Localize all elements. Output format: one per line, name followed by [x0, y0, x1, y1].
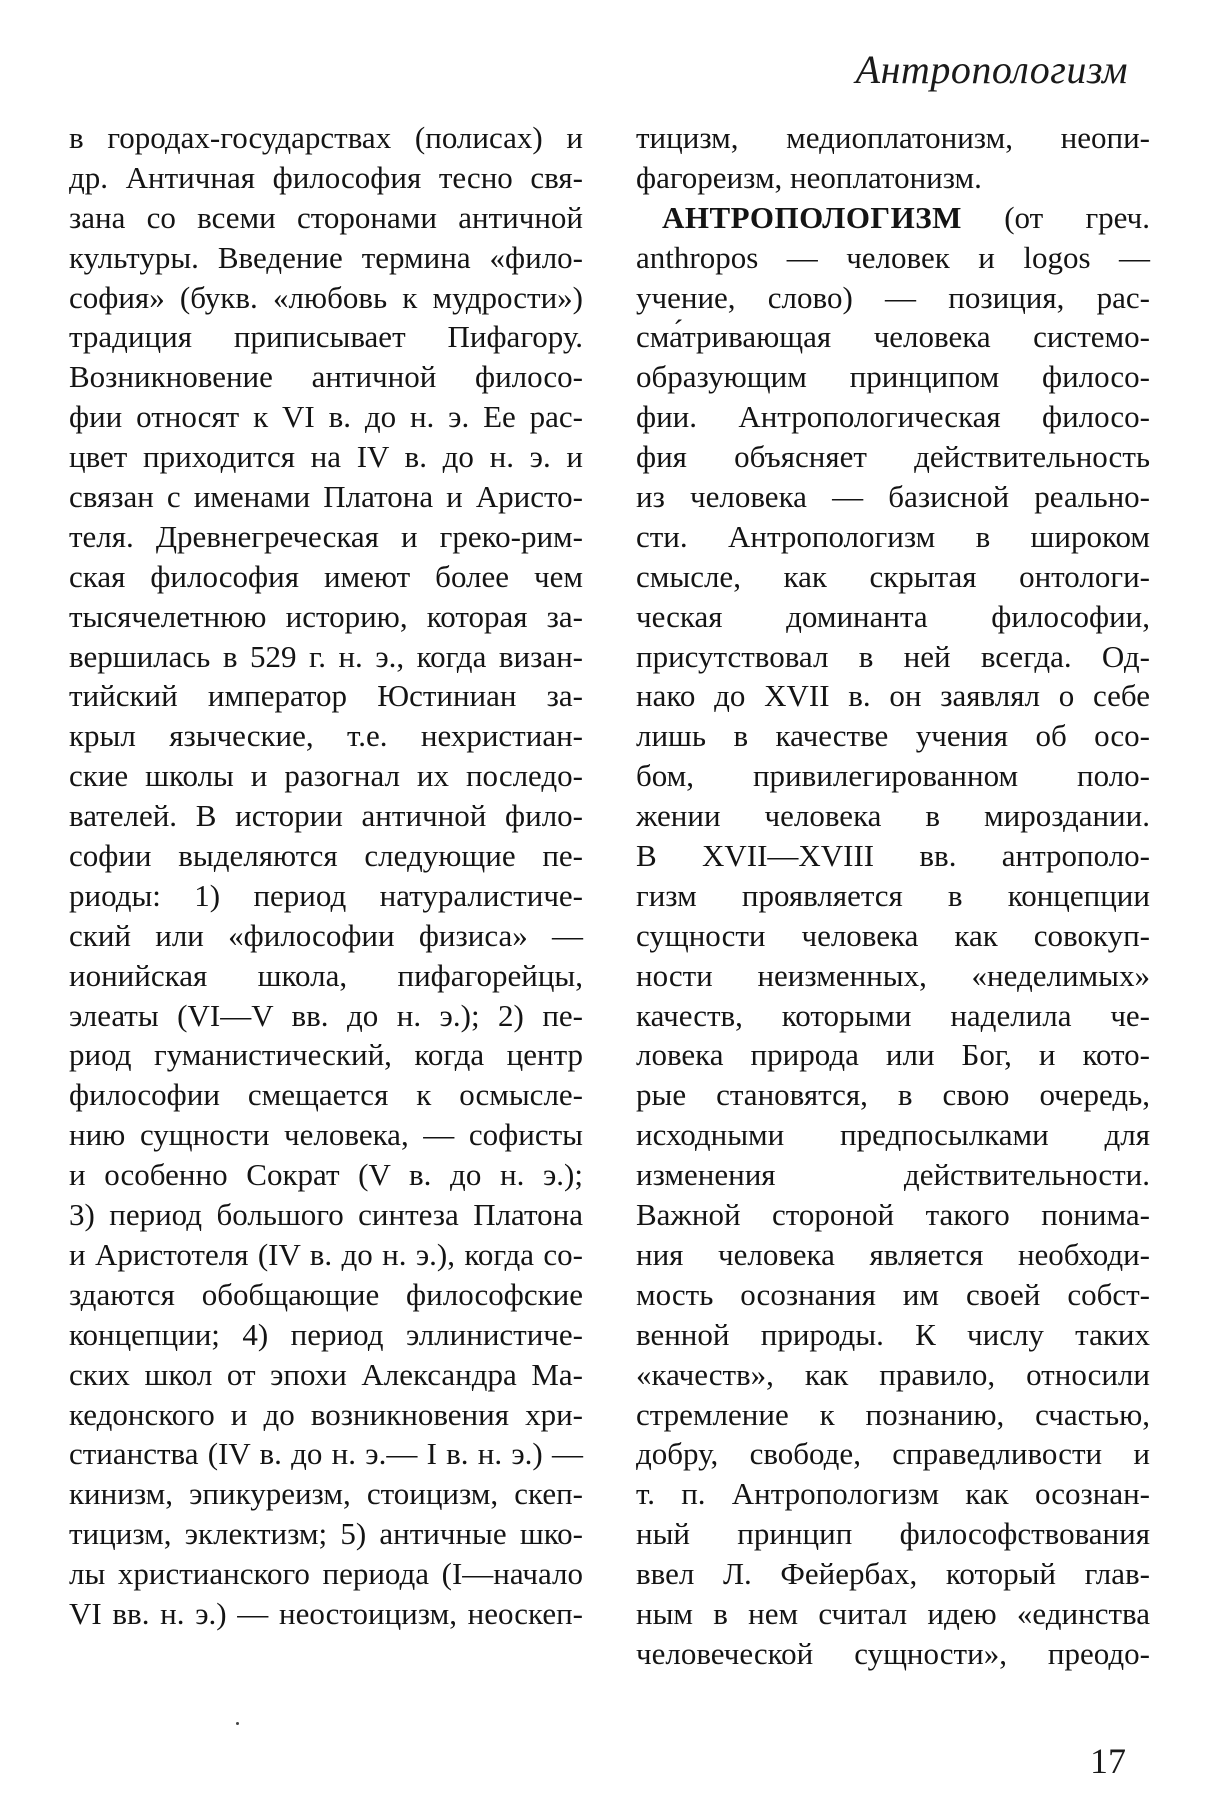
text-line: и особенно Сократ (V в. до н. э.);	[69, 1157, 583, 1193]
text-line: тицизм, эклектизм; 5) античные шко-	[69, 1516, 583, 1552]
text-line: софии выделяются следующие пе-	[69, 838, 583, 874]
text-line: элеаты (VI—V вв. до н. э.); 2) пе-	[69, 997, 583, 1033]
text-line: крыл языческие, т.е. нехристиан-	[69, 718, 583, 754]
text-line: ный принцип философствования	[636, 1516, 1150, 1552]
text-line: связан с именами Платона и Аристо-	[69, 479, 583, 515]
text-line: сма́тривающая человека системо-	[636, 319, 1150, 355]
text-line: тицизм, медиоплатонизм, неопи-	[636, 120, 1150, 155]
running-head: Антропологизм	[855, 47, 1128, 92]
text-line: зана со всеми сторонами античной	[69, 199, 583, 235]
text-line: концепции; 4) период эллинистиче-	[69, 1316, 583, 1352]
text-line: смысле, как скрытая онтологи-	[636, 558, 1150, 594]
text-line: мость осознания им своей собст-	[636, 1276, 1150, 1312]
text-line: фагореизм, неоплатонизм.	[636, 159, 982, 195]
text-line: цвет приходится на IV в. до н. э. и	[69, 439, 583, 475]
text-line: рые становятся, в свою очередь,	[636, 1077, 1150, 1113]
text-line: лишь в качестве учения об осо-	[636, 718, 1150, 754]
text-line: др. Античная философия тесно свя-	[69, 159, 583, 195]
right-column	[636, 118, 1150, 1674]
left-column	[69, 118, 583, 1634]
entry-headword: АНТРОПОЛОГИЗМ	[662, 199, 962, 235]
entry-first-line	[636, 198, 1150, 238]
text-line: «качеств», как правило, относили	[636, 1356, 1150, 1392]
text-line: фия объясняет действительность	[636, 439, 1150, 475]
text-line: ния человека является необходи-	[636, 1236, 1150, 1272]
text-line: лы христианского периода (I—начало	[69, 1556, 583, 1592]
text-line: ионийская школа, пифагорейцы,	[69, 957, 583, 993]
text-line: ский или «философии физиса» —	[69, 917, 583, 953]
text-line: традиция приписывает Пифагору.	[69, 319, 583, 355]
text-line: кинизм, эпикуреизм, стоицизм, скеп-	[69, 1476, 583, 1512]
text-line: гизм проявляется в концепции	[636, 877, 1150, 913]
text-line: бом, привилегированном поло-	[636, 758, 1150, 794]
text-line: учение, слово) — позиция, рас-	[636, 279, 1150, 315]
text-line: присутствовал в ней всегда. Од-	[636, 638, 1150, 674]
text-line: вателей. В истории античной фило-	[69, 798, 583, 834]
text-line: образующим принципом филосо-	[636, 359, 1150, 395]
text-line: стианства (IV в. до н. э.— I в. н. э.) —	[69, 1436, 583, 1472]
text-line: ских школ от эпохи Александра Ма-	[69, 1356, 583, 1392]
text-line: из человека — базисной реально-	[636, 479, 1150, 515]
text-line: венной природы. К числу таких	[636, 1316, 1150, 1352]
text-line: человеческой сущности», преодо-	[636, 1635, 1150, 1671]
text-line: ческая доминанта философии,	[636, 598, 1150, 634]
text-line: тийский император Юстиниан за-	[69, 678, 583, 714]
page-number: 17	[1090, 1741, 1126, 1781]
text-line: 3) период большого синтеза Платона	[69, 1197, 583, 1233]
text-line: т. п. Антропологизм как осознан-	[636, 1476, 1150, 1512]
text-line: философии смещается к осмысле-	[69, 1077, 583, 1113]
text-line: качеств, которыми наделила че-	[636, 997, 1150, 1033]
text-line: теля. Древнегреческая и греко-рим-	[69, 518, 583, 554]
text-line: ская философия имеют более чем	[69, 558, 583, 594]
text-line: ловека природа или Бог, и кото-	[636, 1037, 1150, 1073]
text-line: Возникновение античной филосо-	[69, 359, 583, 395]
text-line: вершилась в 529 г. н. э., когда визан-	[69, 638, 583, 674]
text-line: нако до XVII в. он заявлял о себе	[636, 678, 1150, 714]
text-line: в городах-государствах (полисах) и	[69, 120, 583, 155]
text-line: софия» (букв. «любовь к мудрости»)	[69, 279, 583, 315]
text-line: ности неизменных, «неделимых»	[636, 957, 1150, 993]
text-line: риод гуманистический, когда центр	[69, 1037, 583, 1073]
entry-first-line-rest: (от греч.	[961, 199, 1150, 235]
text-line: сущности человека как совокуп-	[636, 917, 1150, 953]
text-line: В XVII—XVIII вв. антрополо-	[636, 838, 1150, 874]
text-line: фии. Антропологическая филосо-	[636, 399, 1150, 435]
text-line: исходными предпосылками для	[636, 1117, 1150, 1153]
text-line: тысячелетнюю историю, которая за-	[69, 598, 583, 634]
text-line: VI вв. н. э.) — неостоицизм, неоскеп-	[69, 1595, 583, 1631]
entry-body	[636, 238, 1150, 1674]
text-line: культуры. Введение термина «фило-	[69, 239, 583, 275]
text-line: anthropos — человек и logos —	[636, 239, 1150, 275]
text-line: добру, свободе, справедливости и	[636, 1436, 1150, 1472]
text-line: ным в нем считал идею «единства	[636, 1595, 1150, 1631]
text-line: ские школы и разогнал их последо-	[69, 758, 583, 794]
text-line: жении человека в мироздании.	[636, 798, 1150, 834]
text-line: нию сущности человека, — софисты	[69, 1117, 583, 1153]
text-line: здаются обобщающие философские	[69, 1276, 583, 1312]
text-line: ввел Л. Фейербах, который глав-	[636, 1556, 1150, 1592]
text-line: риоды: 1) период натуралистиче-	[69, 877, 583, 913]
text-line: стремление к познанию, счастью,	[636, 1396, 1150, 1432]
text-line: кедонского и до возникновения хри-	[69, 1396, 583, 1432]
text-line: фии относят к VI в. до н. э. Ее рас-	[69, 399, 583, 435]
text-line: и Аристотеля (IV в. до н. э.), когда со-	[69, 1236, 583, 1272]
print-speck	[236, 1722, 239, 1725]
text-line: сти. Антропологизм в широком	[636, 518, 1150, 554]
text-line: изменения действительности.	[636, 1157, 1150, 1193]
text-line: Важной стороной такого понима-	[636, 1197, 1150, 1233]
